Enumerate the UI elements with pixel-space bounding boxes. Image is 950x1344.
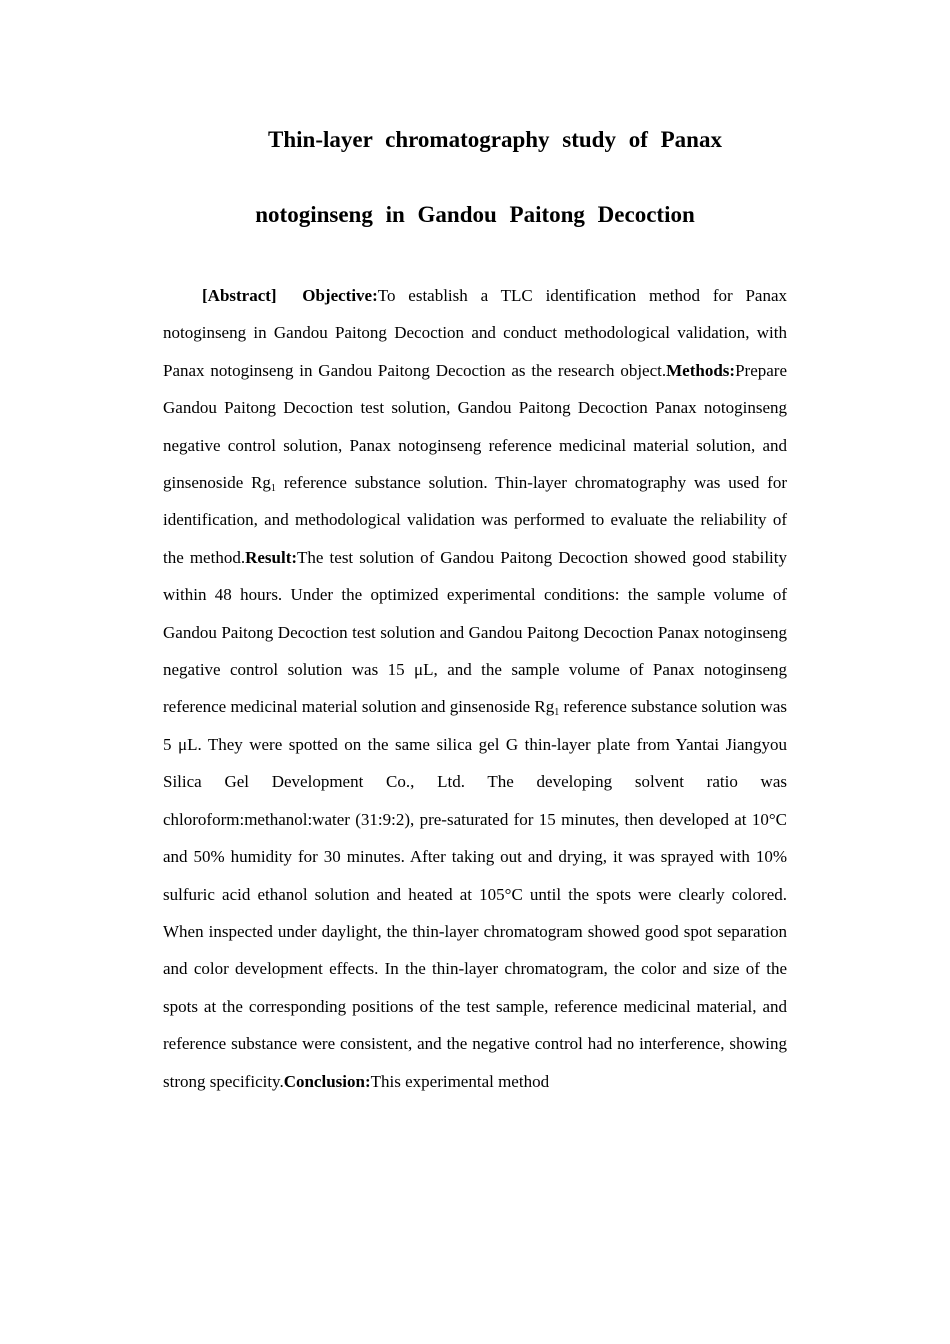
objective-label: Objective: [302, 286, 378, 305]
paper-title-line-2: notoginseng in Gandou Paitong Decoction [255, 202, 695, 227]
result-text-2: reference substance solution was 5 μL. They were spotted on the same silica gel G thin-layer plate from Yantai Jiangyou Silica Gel Development Co., Ltd. The developing solvent ratio was chloroform:methanol:water (31:9:2), pre-saturated for 15 minutes, then developed at 10°C and 50% humidity for 30 minutes. After taking out and drying, it was sprayed with 10% sulfuric acid ethanol solution and heated at 105°C until the spots were clearly colored. When inspected under daylight, the thin-layer chromatogram showed good spot separation and color development effects. In the thin-layer chromatogram, the color and size of the spots at the corresponding positions of the test sample, reference medicinal material, and reference substance were consistent, and the negative control had no interference, showing strong specificity. [163, 697, 787, 1091]
result-subscript: 1 [554, 707, 560, 719]
abstract-label: [Abstract] [202, 286, 277, 305]
abstract-paragraph [163, 277, 787, 1100]
methods-label: Methods: [666, 360, 736, 380]
result-text-1: The test solution of Gandou Paitong Decoction showed good stability within 48 hours. Under the optimized experimental conditions: the sample volume of Gandou Paitong Decoction test solution and Gandou Paitong Decoction Panax notoginseng negative control solution was 15 μL, and the sample volume of Panax notoginseng reference medicinal material solution and ginsenoside Rg [163, 547, 788, 717]
methods-text-2: reference substance solution. Thin-layer chromatography was used for identification, and methodological validation was performed to evaluate the reliability of the method. [163, 473, 787, 567]
objective-text: To establish a TLC identification method for Panax notoginseng in Gandou Paitong Decoction and conduct methodological validation, with Panax notoginseng in Gandou Paitong Decoction as the research object. [163, 286, 788, 380]
methods-subscript: 1 [270, 483, 276, 495]
methods-text-1: Prepare Gandou Paitong Decoction test solution, Gandou Paitong Decoction Panax notoginseng negative control solution, Panax notoginseng reference medicinal material solution, and ginsenoside Rg [163, 360, 787, 493]
result-label: Result: [245, 547, 298, 567]
paper-title-line-1: Thin-layer chromatography study of Panax [268, 127, 722, 152]
conclusion-text: This experimental method [370, 1071, 550, 1091]
conclusion-label: Conclusion: [283, 1071, 371, 1091]
